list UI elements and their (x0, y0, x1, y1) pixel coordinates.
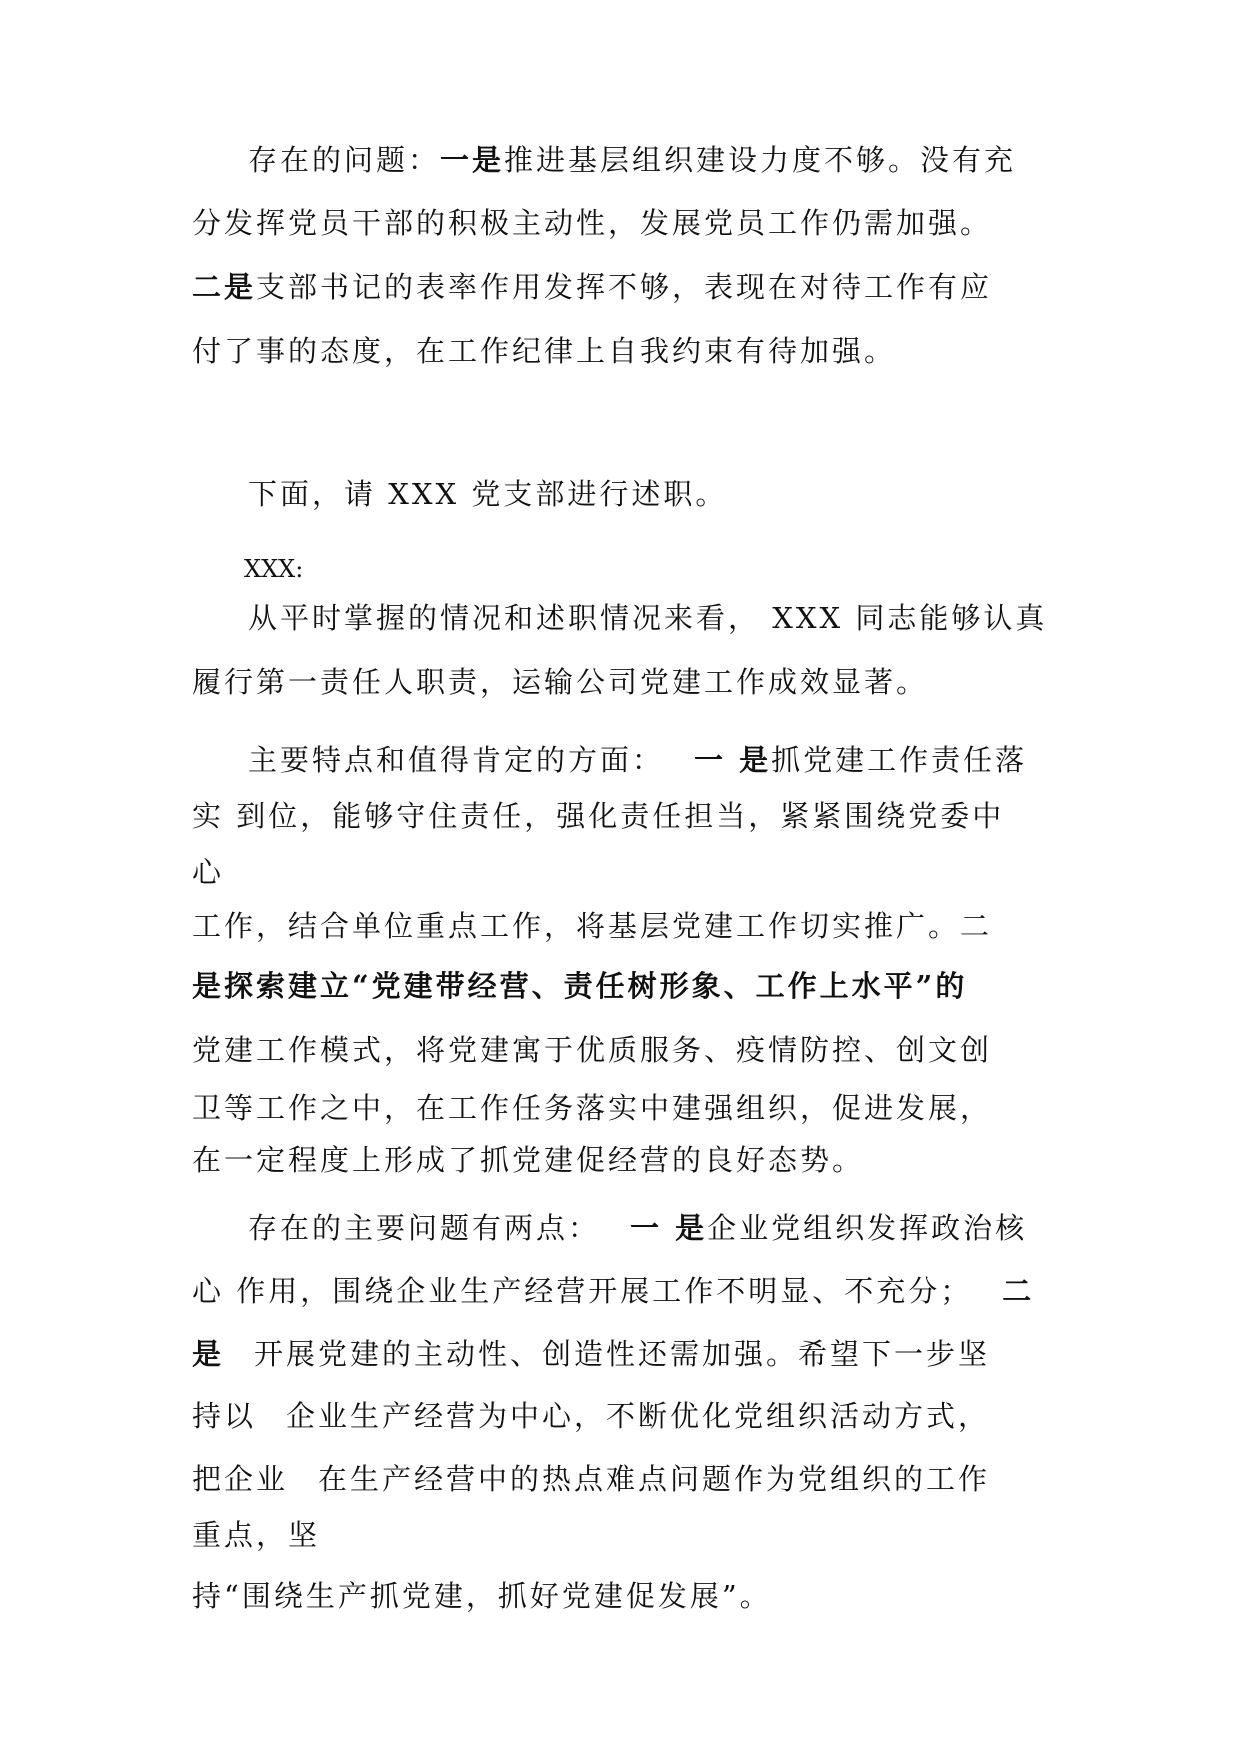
para1-line2: 分发挥党员干部的积极主动性，发展党员工作仍需加强。 (192, 206, 993, 240)
para5-line7: 卫等工作之中，在工作任务落实中建强组织，促进发展， (192, 1091, 993, 1125)
para5-line5-bold: 是探索建立“党建带经营、责任树形象、工作上水平”的 (192, 969, 968, 1003)
para1-bold-first: 一是 (440, 143, 505, 177)
para6-l4-a: 持以 (192, 1399, 257, 1433)
para1-bold-second: 二是 (192, 270, 257, 304)
para1-line3 (192, 267, 992, 307)
para5-line1 (248, 740, 1027, 780)
para5-line2: 实 到位，能够守住责任，强化责任担当，紧紧围绕党委中 (192, 799, 1005, 833)
para6-bold-first: 一 是 (630, 1211, 708, 1245)
para5-line6: 党建工作模式，将党建寓于优质服务、疫情防控、创文创 (192, 1033, 993, 1067)
para6-text-third: 开展党建的主动性、创造性还需加强。希望下一步坚 (254, 1337, 991, 1371)
para6-line5 (192, 1459, 990, 1499)
para4-line1: 从平时掌握的情况和述职情况来看， XXX 同志能够认真 (248, 601, 1048, 635)
para4-line2: 履行第一责任人职责，运输公司党建工作成效显著。 (192, 665, 929, 699)
para6-lead: 存在的主要问题有两点： (248, 1211, 601, 1245)
para5-bold-first: 一 是 (694, 743, 772, 777)
para5-line3: 心 (192, 855, 225, 889)
para6-l5-a: 把企业 (192, 1462, 289, 1496)
para6-bold-second-a: 二 (1002, 1274, 1035, 1308)
para6-line3 (192, 1334, 990, 1374)
para6-line4 (192, 1396, 990, 1436)
para6-l5-b: 在生产经营中的热点难点问题作为党组织的工作 (318, 1462, 991, 1496)
para1-line1 (248, 140, 1016, 180)
para5-text: 抓党建工作责任落 (771, 743, 1028, 777)
para6-line6: 重点，坚 (192, 1518, 321, 1552)
para5-line8: 在一定程度上形成了抓党建促经营的良好态势。 (192, 1143, 865, 1177)
para2-line1: 下面，请 XXX 党支部进行述职。 (248, 477, 728, 511)
para6-text-second: 心 作用，围绕企业生产经营开展工作不明显、不充分； (192, 1274, 973, 1308)
para6-line2 (192, 1271, 1034, 1311)
para1-line4: 付了事的态度，在工作纪律上自我约束有待加强。 (192, 334, 897, 368)
para6-line1 (248, 1208, 1027, 1248)
para1-lead: 存在的问题： (248, 143, 441, 177)
para5-line4: 工作，结合单位重点工作，将基层党建工作切实推广。二 (192, 909, 993, 943)
para3-label: XXX: (244, 555, 304, 583)
para6-text: 企业党组织发挥政治核 (707, 1211, 1028, 1245)
para1-text: 推进基层组织建设力度不够。没有充 (504, 143, 1017, 177)
para5-lead: 主要特点和值得肯定的方面： (248, 743, 665, 777)
para6-line7: 持“围绕生产抓党建，抓好党建促发展”。 (192, 1579, 772, 1613)
para6-l4-b: 企业生产经营为中心，不断优化党组织活动方式， (286, 1399, 991, 1433)
para6-bold-second-b: 是 (192, 1337, 225, 1371)
para1-text-second: 支部书记的表率作用发挥不够，表现在对待工作有应 (256, 270, 993, 304)
